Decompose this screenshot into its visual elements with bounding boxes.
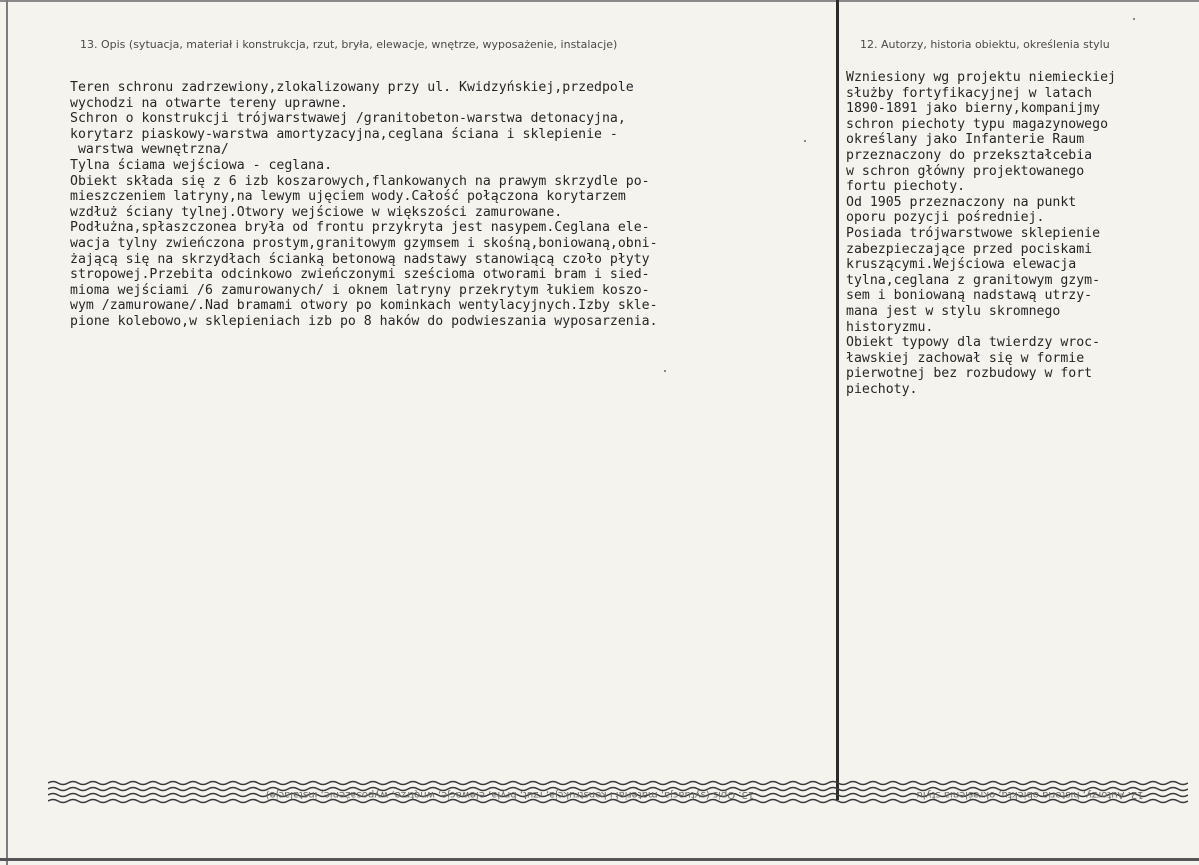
description-typed-text: Teren schronu zadrzewiony,zlokalizowany przy ul. Kwidzyńskiej,przedpole wychodzi na otwarte tereny uprawne. Schron o konstrukcji trójwarstwawej /granitobeton-warstwa detonacyjna, korytarz piaskowy-warstwa amortyzacyjna,ceglana ściana i sklepienie - warstwa wewnętrzna/ Tylna ściama wejściowa - ceglana. Obiekt składa się z 6 izb koszarowych,flankowanych na prawym skrzydle po- mieszczeniem latryny,na lewym ujęciem wody.Całość połączona korytarzem wzdłuż ściany tylnej.Otwory wejściowe w większości zamurowane. Podłużna,spłaszczonea bryła od frontu przykryta jest nasypem.Ceglana ele- wacja tylny zwieńczona prostym,granitowym gzymsem i skośną,boniowaną,obni- żającą się na skrzydłach ścianką betonową nadstawy stanowiącą czoło płyty stropowej.Przebita odcinkowo zwieńczonymi sześcioma otworami bram i sied- mioma wejściami /6 zamurowanych/ i oknem latryny przekrytym łukiem koszo- wym /zamurowane/.Nad bramami otwory po kominkach wentylacyjnych.Izby skle- pione kolebowo,w sklepieniach izb po 8 haków do podwieszania wyposarzenia. bbox=[70, 80, 658, 329]
bleed-through-header-right: 12. Autorzy, historia obiektu, określenia stylu bbox=[916, 789, 1144, 800]
history-header: 12. Autorzy, historia obiektu, określenia stylu bbox=[860, 38, 1110, 51]
speck bbox=[804, 140, 806, 142]
top-edge bbox=[0, 0, 1199, 2]
speck bbox=[664, 370, 666, 372]
column-divider bbox=[836, 0, 839, 800]
description-header: 13. Opis (sytuacja, materiał i konstrukcja, rzut, bryła, elewacje, wnętrze, wyposażenie, instalacje) bbox=[80, 38, 618, 51]
bottom-edge bbox=[0, 858, 1199, 861]
bleed-through-header-left: 13. Opis (sytuacja, materiał i konstrukcja, rzut, bryła, elewacje, wnętrze, wyposażenie, instalacje) bbox=[265, 789, 755, 800]
history-typed-text: Wzniesiony wg projektu niemieckiej służby fortyfikacyjnej w latach 1890-1891 jako bierny,kompanijmy schron piechoty typu magazynowego określany jako Infanterie Raum przeznaczony do przekształcebia w schron główny projektowanego fortu piechoty. Od 1905 przeznaczony na punkt oporu pozycji pośredniej. Posiada trójwarstwowe sklepienie zabezpieczające przed pociskami kruszącymi.Wejściowa elewacja tylna,ceglana z granitowym gzym- sem i boniowaną nadstawą utrzy- mana jest w stylu skromnego historyzmu. Obiekt typowy dla twierdzy wroc- ławskiej zachował się w formie pierwotnej bez rozbudowy w fort piechoty. bbox=[846, 70, 1116, 397]
speck bbox=[1133, 18, 1135, 20]
left-edge bbox=[6, 0, 8, 865]
